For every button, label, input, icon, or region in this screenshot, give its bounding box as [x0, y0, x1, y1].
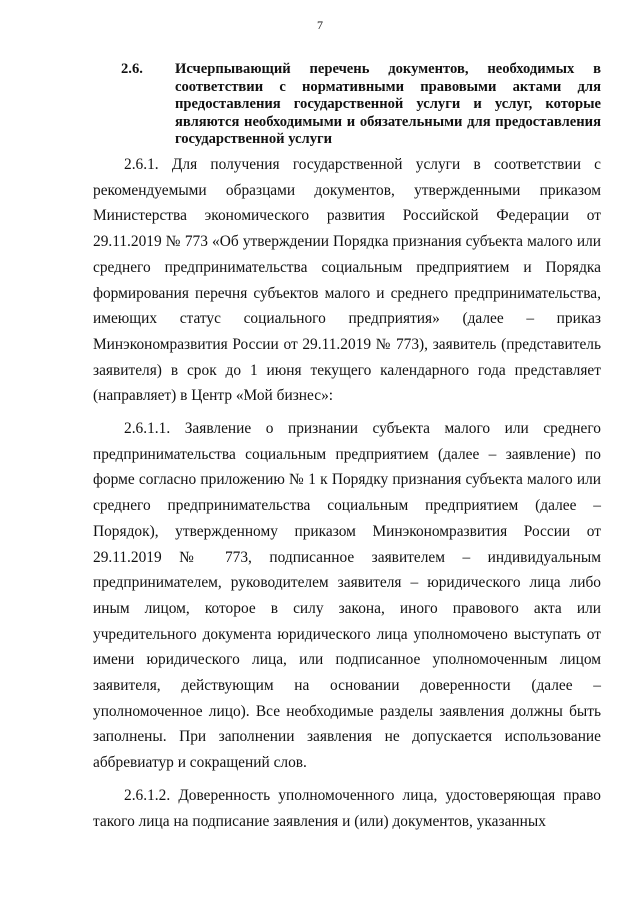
- section-title: Исчерпывающий перечень документов, необходимых в соответствии с нормативными правовыми актами для предоставления государственной услуги и услуг, которые являются необходимыми и обязательными для предоставления государственной услуги: [175, 61, 601, 147]
- paragraph-2-6-1: [93, 152, 601, 409]
- paragraph-number: 2.6.1.1.: [124, 420, 171, 438]
- paragraph-number: 2.6.1.: [124, 156, 159, 173]
- section-number: 2.6.: [121, 61, 143, 77]
- paragraph-2-6-1-2: [93, 783, 601, 834]
- paragraph-number: 2.6.1.2.: [124, 786, 171, 804]
- section-heading: [121, 61, 601, 149]
- paragraph-text: Для получения государственной услуги в соответствии с рекомендуемыми образцами документов, утвержденными приказом Министерства экономического развития Российской Федерации от 29.11.2019 № 773 «Об утверждении Порядка признания субъекта малого или среднего предпринимательства социальным предприятием и Порядка формирования перечня субъектов малого и среднего предпринимательства, имеющих статус социального предприятия» (далее – приказ Минэкономразвития России от 29.11.2019 № 773), заявитель (представитель заявителя) в срок до 1 июня текущего календарного года представляет (направляет) в Центр «Мой бизнес»:: [93, 156, 601, 405]
- paragraph-text: Доверенность уполномоченного лица, удостоверяющая право такого лица на подписание заявления и (или) документов, указанных: [93, 786, 601, 830]
- page-number: 7: [317, 18, 323, 32]
- document-body: [93, 152, 601, 834]
- paragraph-2-6-1-1: [93, 416, 601, 776]
- paragraph-text: Заявление о признании субъекта малого или среднего предпринимательства социальным предприятием (далее – заявление) по форме согласно приложению № 1 к Порядку признания субъекта малого или среднего предпринимательства социальным предприятием (далее – Порядок), утвержденному приказом Минэкономразвития России от 29.11.2019 № 773, подписанное заявителем – индивидуальным предпринимателем, руководителем заявителя – юридического лица либо иным лицом, которое в силу закона, иного правового акта или учредительного документа юридического лица уполномочено выступать от имени юридического лица, или подписанное уполномоченным лицом заявителя, действующим на основании доверенности (далее – уполномоченное лицо). Все необходимые разделы заявления должны быть заполнены. При заполнении заявления не допускается использование аббревиатур и сокращений слов.: [93, 420, 601, 772]
